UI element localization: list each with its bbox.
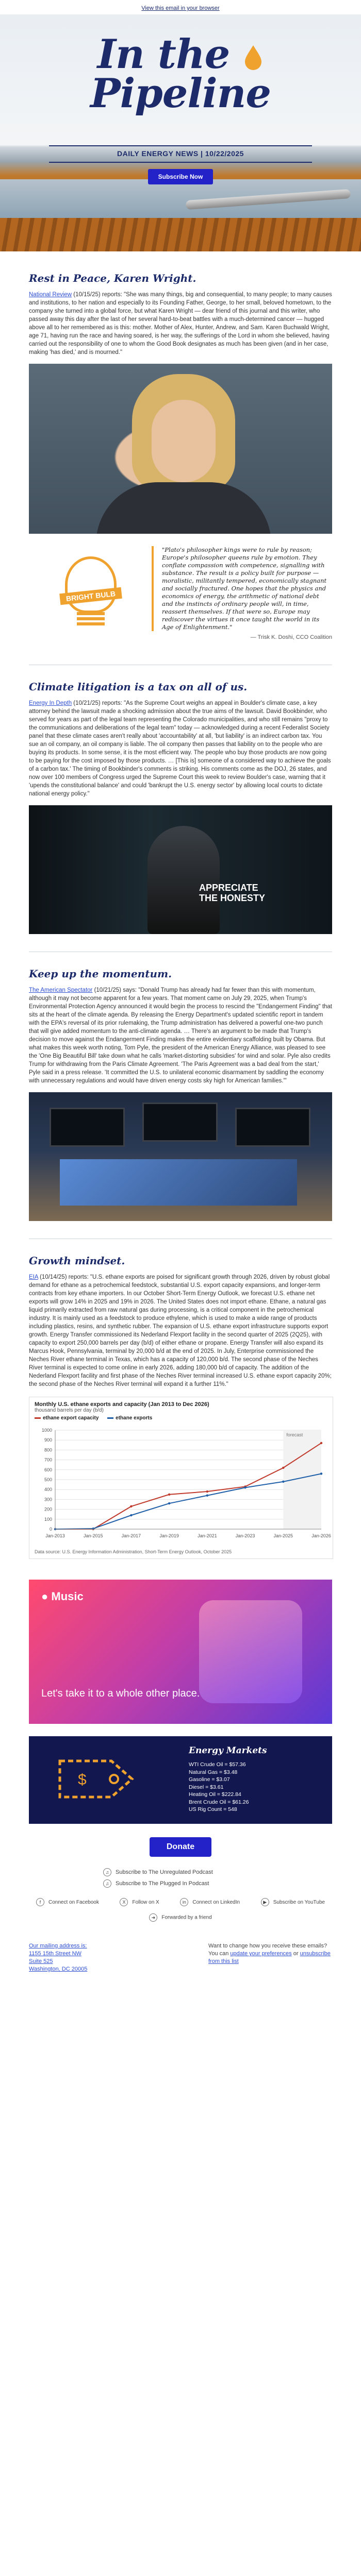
edition-text: DAILY ENERGY NEWS | 10/22/2025 <box>117 149 244 158</box>
podcast-link-plugged-in[interactable] <box>103 1879 258 1888</box>
social-label: Connect on Facebook <box>48 1899 99 1905</box>
y-tick-label: 400 <box>44 1487 52 1493</box>
image-caption <box>199 883 265 903</box>
market-row: Brent Crude Oil = $61.26 <box>189 1799 249 1805</box>
source-link[interactable]: EIA <box>29 1274 38 1280</box>
x-icon: X <box>120 1898 128 1906</box>
social-linkedin[interactable] <box>180 1898 240 1906</box>
y-tick-label: 600 <box>44 1467 52 1472</box>
market-row: Gasoline = $3.07 <box>189 1776 230 1783</box>
ad-brand-text: Music <box>51 1590 84 1603</box>
forecast-region <box>283 1430 321 1529</box>
photo-face <box>152 400 216 482</box>
source-link[interactable]: National Review <box>29 292 72 298</box>
podcast-link-unregulated[interactable] <box>103 1868 258 1876</box>
manage-text: Want to change how you receive these emails? <box>208 1943 327 1949</box>
story-text: (10/15/25) reports: "She was many things, big and consequential, to many people; to many causes and institutions, to her nation and especially to its Founding Father, George, to her small, beloved hometown, to the company she turned into a global force, but what Karen Wright — dear friend of this journal and this writer, who passed away this day after the last of her several hard-to-beat battles with a much-determined cancer — hugged above all to her remembered as is this: mother. Mother of Alex, Hunter, Andrew, and Sam. Karen Buchwald Wright, age 71, having run the race and having soared, is her way, the sufferings of the Lord in whom she believed, having carried out the responsibility of one to whom the Good Book designates as much has been given (and in her case, making 'has died,' and is mourned." <box>29 292 332 355</box>
chart-title: Monthly U.S. ethane exports and capacity (Jan 2013 to Dec 2026) <box>35 1401 209 1408</box>
podcast-subscribe-links <box>103 1868 258 1888</box>
story-karen-wright <box>0 251 361 644</box>
social-x[interactable] <box>120 1898 159 1906</box>
x-tick-label: Jan-2023 <box>235 1533 255 1538</box>
apple-icon: ● <box>41 1590 48 1603</box>
story-body <box>29 699 332 798</box>
story-text: (10/21/25) says: "Donald Trump has already had far fewer than this with momentum, although it may not become apparent for a few years. That moment came on July 29, 2025, when Trump's Environmental Protection Agency announced it would begin the process to rescind the "Endangerment Finding" that sits at the heart of the climate agenda. By releasing the Energy Department's updated scientific report in tandem with the EPA's reversal of its prior rulemaking, the Trump administration has delivered a powerful one-two punch that will give added momentum to the anti-climate agenda. … There's an argument to be made that Trump's decision to move against the Endangerment Finding makes the entire evidentiary scaffolding built by Obama. But what makes this week worth noting, Tom Pyle, the president of the American Energy Alliance, was pleased to see the 'One Big Beautiful Bill' take down what he calls 'market-distorting subsidies' for wind and solar. Pyle also credits Trump for withdrawing from the Paris Climate Agreement. 'The Paris Agreement was a bad deal from the start,' Pyle said in a press release. 'It committed the U.S. to unilateral economic disarmament by saddling the economy with unnecessary regulations and would have driven energy costs sky high for American families.'" <box>29 987 332 1084</box>
bright-bulb-row <box>29 546 332 644</box>
y-tick-label: 700 <box>44 1457 52 1463</box>
bulb-label: BRIGHT BULB <box>59 587 122 605</box>
svg-text:$: $ <box>78 1771 87 1788</box>
bright-bulb-graphic <box>29 546 142 644</box>
unsubscribe-link[interactable]: unsubscribe from this list <box>208 1951 331 1964</box>
y-tick-label: 0 <box>49 1527 52 1532</box>
bright-bulb-quote-block <box>142 546 332 640</box>
linkedin-icon: in <box>180 1898 188 1906</box>
ethane-chart <box>29 1397 333 1559</box>
data-point <box>92 1528 94 1530</box>
x-tick-label: Jan-2021 <box>198 1533 217 1538</box>
donate-button[interactable]: Donate <box>150 1837 211 1857</box>
bright-bulb-quote: "Plato's philosopher kings were to rule by reason; Europe's philosopher queens rule by emotion. They conflate compassion with competence, signalling with substance. The result is a policy built for purpose — moralistic, militantly tempered, economically stagnant and socially fractured. One hopes that the physics and economics of energy, the arithmetic of national debt and the instincts of ordinary people will, in time, reassert themselves. If that were so, Europe may rediscover the virtues it once taught the world in its Age of Enlightenment." <box>152 546 332 631</box>
youtube-icon: ▶ <box>261 1898 269 1906</box>
edition-rule-bottom <box>49 162 312 163</box>
x-tick-label: Jan-2017 <box>121 1533 141 1538</box>
data-point <box>244 1486 246 1488</box>
ad-artwork <box>199 1600 302 1703</box>
story-body <box>29 291 332 357</box>
social-youtube[interactable] <box>261 1898 325 1906</box>
edition-line <box>0 149 361 158</box>
podcast-icon: ♫ <box>103 1879 111 1888</box>
energy-markets-panel <box>29 1736 332 1824</box>
data-point <box>206 1490 208 1493</box>
y-tick-label: 500 <box>44 1477 52 1482</box>
price-tag-icon <box>50 1751 142 1807</box>
address-line[interactable]: Washington, DC 20005 <box>29 1966 88 1972</box>
edition-rule-top <box>49 145 312 146</box>
x-tick-label: Jan-2025 <box>273 1533 293 1538</box>
ad-tagline: Let's take it to a whole other place. <box>41 1688 200 1699</box>
podcast-label: Subscribe to The Unregulated Podcast <box>116 1869 213 1875</box>
update-preferences-link[interactable]: update your preferences <box>230 1951 292 1957</box>
forward-icon: ➜ <box>149 1913 157 1922</box>
image-monitor <box>50 1108 125 1147</box>
x-tick-label: Jan-2013 <box>45 1533 65 1538</box>
image-screen <box>60 1159 297 1206</box>
chart-legend <box>29 1413 333 1423</box>
story-momentum <box>0 952 361 1221</box>
social-links <box>36 1898 325 1906</box>
story-heading: Keep up the momentum. <box>29 968 172 980</box>
x-tick-label: Jan-2019 <box>159 1533 179 1538</box>
forwarded-line[interactable] <box>0 1913 361 1922</box>
chart-ylabel: thousand barrels per day (b/d) <box>35 1408 104 1413</box>
y-tick-label: 200 <box>44 1506 52 1512</box>
data-point <box>282 1467 284 1469</box>
email-footer <box>0 1922 361 1973</box>
address-line[interactable]: 1155 15th Street NW <box>29 1951 81 1957</box>
data-point <box>168 1502 170 1504</box>
story-text: (10/14/25) reports: "U.S. ethane exports are poised for significant growth through 2026, driven by robust global demand for ethane as a petrochemical feedstock, substantial U.S. export capacity expansions, and longer-term contracts from key ethane importers. In our October Short-Term Energy Outlook, we forecast U.S. ethane net exports will grow 14% in 2025 and 19% in 2026. The United States does not import ethane. Ethane, a natural gas liquid primarily extracted from raw natural gas during processing, is a critical component in the petrochemical industry. It is mainly used as a feedstock to produce ethylene, which is used to make a wide range of products including plastics, resins, and synthetic rubber. The expansion of U.S. ethane export infrastructure supports export growth. Energy Transfer commissioned its Nederland Flexport facility in the second quarter of 2025 (2Q25), with capacity to export 250,000 barrels per day (b/d) of either ethane or propane. Energy Transfer will also expand its Marcus Hook, Pennsylvania, terminal by 20,000 b/d at the end of 2025. In July, Enterprise commissioned the Neches River ethane terminal in Texas, which has a capacity of 120,000 b/d. The second phase of the Neches River terminal is expected to come online in early 2026, adding 180,000 b/d of capacity. The addition of the Nederland Flexport facility and first phase of the Neches River terminal increased U.S. ethane export capacity 20%; the second phase of the Neches River terminal will expand it a further 11%." <box>29 1274 332 1387</box>
image-monitor <box>235 1108 310 1147</box>
logo-line2: Pipeline <box>90 70 271 117</box>
y-tick-label: 100 <box>44 1516 52 1522</box>
legend-item-capacity <box>35 1415 99 1421</box>
address-line[interactable]: Suite 525 <box>29 1958 53 1964</box>
x-tick-label: Jan-2015 <box>83 1533 103 1538</box>
masthead <box>0 14 361 251</box>
quote-attribution: — Trisk K. Doshi, CCO Coalition <box>250 634 332 640</box>
address-line[interactable]: Our mailing address is: <box>29 1943 87 1949</box>
subscribe-button[interactable]: Subscribe Now <box>148 169 213 184</box>
social-facebook[interactable] <box>36 1898 99 1906</box>
podcast-icon: ♫ <box>103 1868 111 1876</box>
y-tick-label: 900 <box>44 1437 52 1443</box>
market-row: Diesel = $3.61 <box>189 1784 224 1790</box>
data-point <box>206 1495 208 1497</box>
caption-line2: THE HONESTY <box>199 893 266 903</box>
story-text: (10/21/25) reports: "As the Supreme Court weighs an appeal in Boulder's climate case, a key attorney behind the lawsuit made a shocking admission about the true aims of the lawsuit. David Bookbinder, who served for years as part of the legal team representing the Colorado municipalities, and who still remains "proxy to the communications and deliberations of the legal team" today — acknowledged during a recent Federalist Society panel that these climate cases aren't really about 'accountability' at all, 'but liability' is an indirect carbon tax. You sue an oil company, an oil company is liable. The oil company then passes that liability on to the people who are buying its products. In some sense, it is the most efficient way. The people who buy those products are now going to be paying for the cost imposed by those products. … [This is] someone of a considered way to achieve the goals of a carbon tax.' The timing of Bookbinder's comments is striking. His comments come as the DOJ, 26 states, and now over 100 members of Congress urged the Supreme Court this week to review Boulder's case, warning that it 'upends the constitutional balance' and could 'bankrupt the U.S. energy sector' by allowing local courts to dictate national energy policy." <box>29 700 331 797</box>
ad-brand <box>41 1590 84 1603</box>
story-heading: Climate litigation is a tax on all of us. <box>29 681 248 693</box>
social-label: Subscribe on YouTube <box>273 1899 325 1905</box>
data-point <box>320 1442 322 1444</box>
y-tick-label: 800 <box>44 1447 52 1453</box>
forwarded-label: Forwarded by a friend <box>161 1914 212 1921</box>
logo-line1: In the <box>97 31 230 78</box>
data-point <box>130 1505 132 1507</box>
story-growth-mindset <box>0 1239 361 1559</box>
markets-list <box>189 1761 249 1814</box>
markets-title: Energy Markets <box>189 1745 267 1756</box>
data-point <box>320 1472 322 1475</box>
photo-jacket <box>96 482 271 534</box>
source-link[interactable]: The American Spectator <box>29 987 93 993</box>
newsletter-logo <box>0 31 361 117</box>
story-climate-litigation <box>0 665 361 934</box>
story-heading: Growth mindset. <box>29 1255 125 1267</box>
chart-plot <box>29 1423 332 1547</box>
market-row: Heating Oil = $222.84 <box>189 1791 241 1798</box>
manage-or: or <box>293 1951 299 1957</box>
mailing-address <box>29 1942 87 1973</box>
manage-preferences <box>208 1942 332 1973</box>
caption-line1: APPRECIATE <box>199 883 258 893</box>
market-row: WTI Crude Oil = $57.36 <box>189 1761 246 1768</box>
social-label: Connect on LinkedIn <box>192 1899 240 1905</box>
x-tick-label: Jan-2026 <box>311 1533 331 1538</box>
karen-wright-photo <box>29 364 332 534</box>
image-monitor <box>142 1103 218 1142</box>
series-line <box>55 1473 321 1529</box>
market-row: Natural Gas = $3.48 <box>189 1769 238 1775</box>
podcast-label: Subscribe to The Plugged In Podcast <box>116 1880 209 1887</box>
social-label: Follow on X <box>132 1899 159 1905</box>
facebook-icon: f <box>36 1898 44 1906</box>
legend-item-exports <box>107 1415 152 1421</box>
manage-links: You can update your preferences or unsubscribe from this list <box>208 1951 331 1964</box>
forecast-label: forecast <box>286 1432 303 1437</box>
story-body <box>29 986 332 1085</box>
view-in-browser-link[interactable]: View this email in your browser <box>141 5 220 11</box>
control-room-image <box>29 1092 332 1221</box>
series-line <box>55 1443 321 1529</box>
legend-label: ethane exports <box>116 1415 153 1421</box>
appreciate-honesty-image <box>29 805 332 934</box>
market-row: US Rig Count = 548 <box>189 1806 237 1812</box>
source-link[interactable]: Energy In Depth <box>29 700 72 706</box>
story-body <box>29 1273 332 1388</box>
preheader <box>0 0 361 14</box>
story-heading: Rest in Peace, Karen Wright. <box>29 272 196 284</box>
hero-ground <box>0 218 361 251</box>
data-point <box>130 1514 132 1516</box>
data-point <box>168 1494 170 1496</box>
music-advertisement[interactable] <box>29 1580 332 1724</box>
oil-drop-icon <box>243 44 264 71</box>
y-tick-label: 1000 <box>41 1428 52 1433</box>
data-point <box>282 1481 284 1483</box>
bulb-glass <box>65 556 117 613</box>
bulb-base <box>77 612 105 628</box>
legend-label: ethane export capacity <box>43 1415 99 1421</box>
chart-source: Data source: U.S. Energy Information Administration, Short-Term Energy Outlook, October 2025 <box>35 1549 232 1554</box>
image-person <box>147 826 220 934</box>
y-tick-label: 300 <box>44 1497 52 1502</box>
